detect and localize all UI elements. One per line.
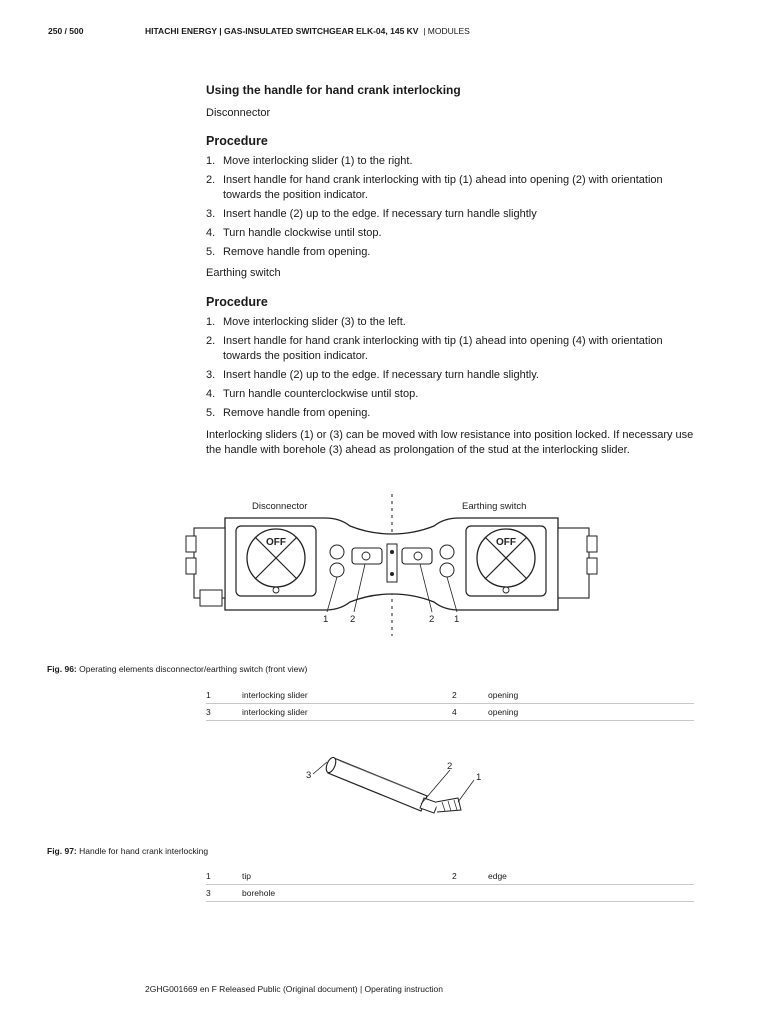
- step-number: 2.: [206, 174, 216, 186]
- legend-cell: 2: [452, 687, 488, 704]
- fig96-callout-1-left: 1: [323, 614, 329, 625]
- procedure-title: Procedure: [206, 295, 268, 309]
- step-number: 5.: [206, 246, 216, 258]
- earthing-procedure: [206, 295, 694, 425]
- fig96-callout-2-right: 2: [429, 614, 435, 625]
- fig97-legend-table: [206, 868, 694, 902]
- table-row: [206, 885, 694, 902]
- legend-cell: interlocking slider: [242, 704, 452, 721]
- legend-cell: opening: [488, 687, 694, 704]
- legend-cell: 2: [452, 868, 488, 885]
- document-title: [145, 26, 470, 36]
- handle-body: [328, 758, 427, 811]
- fig97-callout-3: 3: [306, 770, 312, 781]
- step-number: 2.: [206, 335, 216, 347]
- fig96-caption: [47, 664, 307, 674]
- fig97-caption-text: Handle for hand crank interlocking: [79, 846, 209, 856]
- page-footer: 2GHG001669 en F Released Public (Original document) | Operating instruction: [145, 984, 443, 994]
- page-number: 250 / 500: [48, 26, 84, 36]
- legend-cell: opening: [488, 704, 694, 721]
- figure-96: [170, 490, 610, 640]
- fig96-caption-text: Operating elements disconnector/earthing switch (front view): [79, 664, 308, 674]
- fig97-caption-number: Fig. 97:: [47, 846, 77, 856]
- fig96-callout-1-right: 1: [454, 614, 460, 625]
- earthing-steps: [206, 315, 694, 421]
- step-number: 3.: [206, 369, 216, 381]
- fig96-off-right: OFF: [496, 537, 516, 548]
- note-paragraph: Interlocking sliders (1) or (3) can be moved with low resistance into position locked. If necessary use the handle with borehole (3) ahead as prolongation of the stud at the interlocking slider.: [206, 429, 694, 456]
- fig96-callout-2-left: 2: [350, 614, 356, 625]
- step-text: Insert handle (2) up to the edge. If necessary turn handle slightly: [223, 208, 537, 220]
- disconnector-interlocking-slider: [352, 548, 382, 564]
- figure-97: [290, 740, 510, 830]
- step-text: Move interlocking slider (1) to the right.: [223, 155, 413, 167]
- legend-cell: [452, 885, 488, 902]
- legend-cell: 3: [206, 704, 242, 721]
- procedure-title: Procedure: [206, 134, 268, 148]
- step-text: Turn handle clockwise until stop.: [223, 227, 382, 239]
- fig96-caption-number: Fig. 96:: [47, 664, 77, 674]
- earthing-interlocking-slider: [402, 548, 432, 564]
- legend-cell: 1: [206, 868, 242, 885]
- page-header: [0, 26, 768, 40]
- disconnector-procedure: [206, 134, 694, 264]
- disconnector-label-block: [206, 107, 694, 119]
- step-text: Remove handle from opening.: [223, 246, 371, 258]
- fig97-callout-1: 1: [476, 772, 482, 783]
- step-text: Insert handle (2) up to the edge. If necessary turn handle slightly.: [223, 369, 539, 381]
- step-number: 3.: [206, 208, 216, 220]
- table-row: [206, 868, 694, 885]
- procedure-step: [206, 245, 694, 260]
- procedure-step: [206, 207, 694, 222]
- earthing-label: Earthing switch: [206, 267, 281, 279]
- section-name: | MODULES: [423, 26, 470, 36]
- fig97-caption: [47, 846, 208, 856]
- procedure-step: [206, 368, 694, 383]
- step-text: Turn handle counterclockwise until stop.: [223, 388, 419, 400]
- step-number: 5.: [206, 407, 216, 419]
- legend-cell: 4: [452, 704, 488, 721]
- fig97-callout-2: 2: [447, 761, 453, 772]
- disconnector-label: Disconnector: [206, 107, 271, 119]
- fig96-label-earthing: Earthing switch: [462, 501, 527, 512]
- step-text: Insert handle for hand crank interlocking with tip (1) ahead into opening (2) with orientation towards the position indicator.: [223, 174, 663, 201]
- procedure-step: [206, 334, 694, 364]
- disconnector-steps: [206, 154, 694, 260]
- step-text: Insert handle for hand crank interlocking with tip (1) ahead into opening (4) with orientation towards the position indicator.: [223, 335, 663, 362]
- legend-cell: tip: [242, 868, 452, 885]
- step-number: 4.: [206, 227, 216, 239]
- step-text: Move interlocking slider (3) to the left.: [223, 316, 406, 328]
- document-title-text: HITACHI ENERGY | GAS-INSULATED SWITCHGEAR ELK-04, 145 KV: [145, 26, 419, 36]
- procedure-step: [206, 315, 694, 330]
- note-block: [206, 428, 694, 458]
- legend-cell: borehole: [242, 885, 452, 902]
- step-number: 4.: [206, 388, 216, 400]
- procedure-step: [206, 226, 694, 241]
- legend-cell: interlocking slider: [242, 687, 452, 704]
- step-text: Remove handle from opening.: [223, 407, 371, 419]
- table-row: [206, 687, 694, 704]
- procedure-step: [206, 406, 694, 421]
- step-number: 1.: [206, 155, 216, 167]
- legend-cell: 3: [206, 885, 242, 902]
- procedure-step: [206, 387, 694, 402]
- step-number: 1.: [206, 316, 216, 328]
- fig96-legend-table: [206, 687, 694, 721]
- procedure-step: [206, 173, 694, 203]
- fig96-label-disconnector: Disconnector: [252, 501, 308, 512]
- procedure-step: [206, 154, 694, 169]
- legend-cell: [488, 885, 694, 902]
- earthing-label-block: [206, 267, 694, 279]
- table-row: [206, 704, 694, 721]
- main-heading-block: [206, 83, 694, 97]
- fig96-off-left: OFF: [266, 537, 286, 548]
- main-heading: Using the handle for hand crank interlocking: [206, 83, 461, 97]
- legend-cell: 1: [206, 687, 242, 704]
- legend-cell: edge: [488, 868, 694, 885]
